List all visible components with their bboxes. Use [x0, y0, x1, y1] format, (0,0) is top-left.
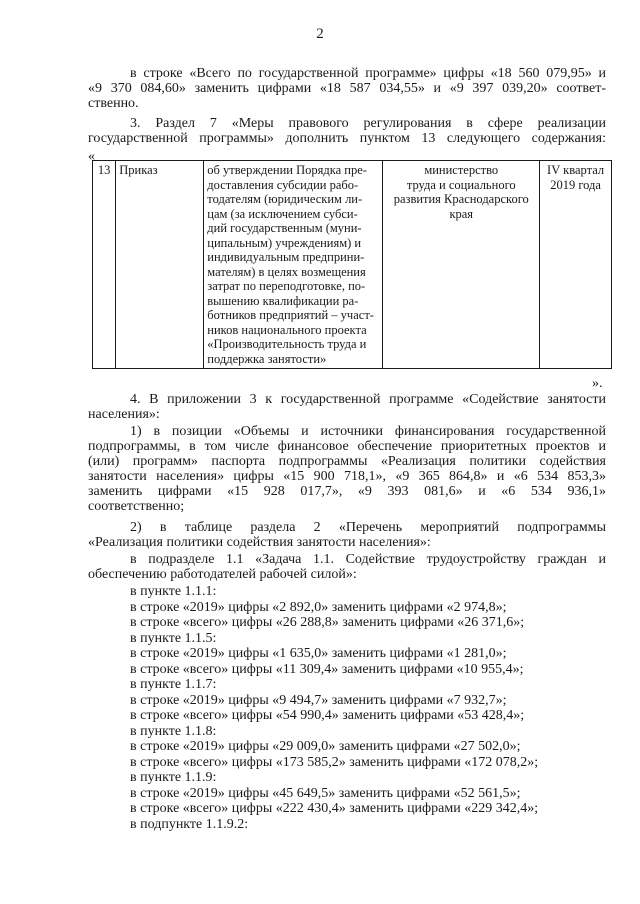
- subsection-paragraph: [88, 552, 606, 582]
- item-1-paragraph: [88, 424, 606, 514]
- text-line: занятости населения» цифры «15 900 718,1», «9 365 864,8» и «6 534 853,3»: [88, 469, 606, 484]
- cell-line: дий государственным (муни-: [207, 221, 362, 235]
- closing-quote: ».: [592, 376, 603, 391]
- text-line: 3. Раздел 7 «Меры правового регулирования в сфере реализации: [130, 116, 606, 131]
- cell-line: мателям) в целях возмещения: [207, 264, 366, 279]
- section-4-paragraph: [88, 392, 606, 422]
- text-line: ственно.: [88, 96, 139, 111]
- cell-document-type: Приказ: [116, 161, 204, 369]
- cell-line: индивидуальным предприни-: [207, 250, 365, 264]
- text-line: 4. В приложении 3 к государственной программе «Содействие занятости: [130, 392, 606, 407]
- cell-line: цам (за исключением субси-: [207, 206, 358, 221]
- list-item: в строке «2019» цифры «1 635,0» заменить цифрами «1 281,0»;: [130, 646, 507, 661]
- list-item: в пункте 1.1.5:: [130, 630, 217, 646]
- list-item: в строке «2019» цифры «45 649,5» заменить цифрами «52 561,5»;: [130, 785, 521, 801]
- cell-executor: [383, 161, 540, 369]
- cell-line: «Производительность труда и: [207, 337, 367, 351]
- text-line: в подразделе 1.1 «Задача 1.1. Содействие трудоустройству граждан и: [130, 552, 606, 567]
- cell-deadline: [540, 161, 612, 369]
- table-row: [93, 161, 612, 369]
- cell-line: министерство: [424, 163, 499, 177]
- text-line: обеспечению работодателей рабочей силой»:: [88, 567, 357, 582]
- list-item: в пункте 1.1.1:: [130, 584, 217, 599]
- cell-number: 13: [93, 161, 116, 369]
- cell-line: края: [449, 206, 474, 221]
- cell-line: тодателям (юридическим ли-: [207, 192, 363, 206]
- list-item: в подпункте 1.1.9.2:: [130, 816, 249, 832]
- text-line: (или) программ» паспорта подпрограммы «Реализация политики содействия: [88, 454, 606, 469]
- cell-line: затрат по переподготовке, по-: [207, 279, 366, 293]
- list-item: в пункте 1.1.9:: [130, 770, 217, 785]
- cell-line: развития Краснодарского: [393, 192, 529, 206]
- text-line: государственной программы» дополнить пунктом 13 следующего содержания:: [88, 131, 606, 146]
- text-line: подпрограммы, в том числе финансовое обеспечение приоритетных проектов и: [88, 439, 606, 454]
- cell-line: 2019 года: [550, 177, 601, 192]
- list-item: в строке «2019» цифры «2 892,0» заменить цифрами «2 974,8»;: [130, 599, 507, 615]
- opening-quote: «: [88, 149, 95, 164]
- cell-line: ципальным) учреждениям) и: [207, 235, 362, 250]
- list-item: в строке «всего» цифры «222 430,4» заменить цифрами «229 342,4»;: [130, 801, 539, 816]
- measures-table: [92, 160, 612, 369]
- cell-line: поддержка занятости»: [207, 351, 327, 366]
- cell-line: об утверждении Порядка пре-: [207, 163, 367, 177]
- list-item: в пункте 1.1.8:: [130, 723, 217, 739]
- list-item: в строке «всего» цифры «11 309,4» заменить цифрами «10 955,4»;: [130, 661, 524, 677]
- list-item: в строке «2019» цифры «9 494,7» заменить цифрами «7 932,7»;: [130, 692, 507, 708]
- text-line: в строке «Всего по государственной программе» цифры «18 560 079,95» и: [130, 66, 606, 81]
- cell-line: труда и социального: [406, 177, 516, 192]
- text-line: «9 370 084,60» заменить цифрами «18 587 034,55» и «9 397 039,20» соответ-: [88, 81, 606, 96]
- list-item: в пункте 1.1.7:: [130, 677, 217, 692]
- cell-line: ников национального проекта: [207, 322, 367, 337]
- text-line: «Реализация политики содействия занятости населения»:: [88, 535, 431, 550]
- text-line: населения»:: [88, 407, 160, 422]
- list-item: в строке «всего» цифры «26 288,8» заменить цифрами «26 371,6»;: [130, 615, 525, 630]
- list-item: в строке «всего» цифры «173 585,2» заменить цифрами «172 078,2»;: [130, 754, 539, 770]
- cell-line: ботников предприятий – участ-: [207, 308, 374, 322]
- cell-line: вышению квалификации ра-: [207, 293, 359, 308]
- text-line: соответственно;: [88, 499, 185, 514]
- text-line: 2) в таблице раздела 2 «Перечень мероприятий подпрограммы: [130, 520, 606, 535]
- text-line: заменить цифрами «15 928 017,7», «9 393 081,6» и «6 534 936,1»: [88, 484, 606, 499]
- page-number: 2: [316, 26, 324, 42]
- section-3-paragraph: [88, 116, 606, 146]
- cell-line: доставления субсидии рабо-: [207, 177, 359, 192]
- cell-document-title: [204, 161, 383, 369]
- item-2-paragraph: [88, 520, 606, 550]
- cell-line: IV квартал: [547, 163, 605, 177]
- list-item: в строке «всего» цифры «54 990,4» заменить цифрами «53 428,4»;: [130, 708, 525, 723]
- intro-paragraph: [88, 66, 606, 111]
- changes-list: [88, 584, 606, 832]
- text-line: 1) в позиции «Объемы и источники финансирования государственной: [130, 424, 606, 439]
- list-item: в строке «2019» цифры «29 009,0» заменить цифрами «27 502,0»;: [130, 739, 521, 754]
